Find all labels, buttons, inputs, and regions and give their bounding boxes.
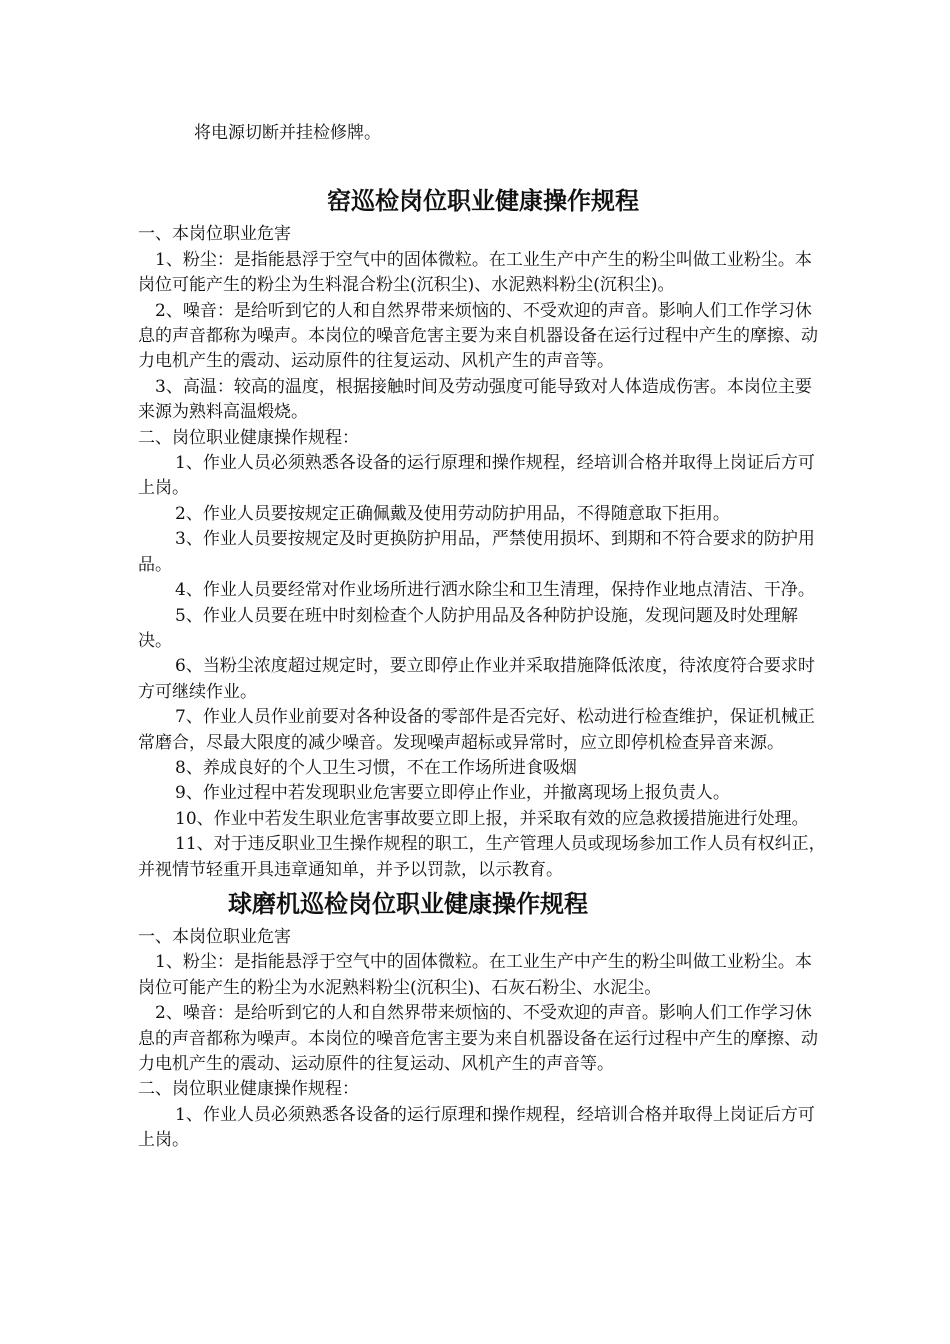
rule-item: 2、作业人员要按规定正确佩戴及使用劳动防护用品，不得随意取下拒用。 bbox=[175, 503, 730, 524]
document-body bbox=[138, 121, 828, 1154]
rules-heading: 二、岗位职业健康操作规程： bbox=[138, 1079, 359, 1100]
rule-item: 10、作业中若发生职业危害事故要立即上报，并采取有效的应急救援措施进行处理。 bbox=[175, 808, 809, 829]
rule-item: 1、作业人员必须熟悉各设备的运行原理和操作规程，经培训合格并取得上岗证后方可上岗。 bbox=[138, 453, 815, 499]
section-title-ball-mill: 球磨机巡检岗位职业健康操作规程 bbox=[228, 888, 588, 918]
hazard-item: 1、粉尘：是指能悬浮于空气中的固体微粒。在工业生产中产生的粉尘叫做工业粉尘。本岗位可能产生的粉尘为生料混合粉尘(沉积尘)、水泥熟料粉尘(沉积尘)。 bbox=[138, 249, 812, 296]
hazard-item: 1、粉尘：是指能悬浮于空气中的固体微粒。在工业生产中产生的粉尘叫做工业粉尘。本岗位可能产生的粉尘为水泥熟料粉尘(沉积尘)、石灰石粉尘、水泥尘。 bbox=[138, 952, 812, 998]
section-title-kiln: 窑巡检岗位职业健康操作规程 bbox=[327, 186, 639, 216]
hazard-heading: 一、本岗位职业危害 bbox=[138, 926, 291, 947]
rule-item: 3、作业人员要按规定及时更换防护用品，严禁使用损坏、到期和不符合要求的防护用品。 bbox=[138, 529, 815, 575]
rule-item: 8、养成良好的个人卫生习惯，不在工作场所进食吸烟 bbox=[175, 757, 577, 778]
hazard-item: 2、噪音：是给听到它的人和自然界带来烦恼的、不受欢迎的声音。影响人们工作学习休息的声音都称为噪声。本岗位的噪音危害主要为来自机器设备在运行过程中产生的摩擦、动力电机产生的震动、运动原件的往复运动、风机产生的声音等。 bbox=[138, 1003, 818, 1074]
rule-item: 9、作业过程中若发现职业危害要立即停止作业，并撤离现场上报负责人。 bbox=[175, 783, 730, 804]
rule-item: 6、当粉尘浓度超过规定时，要立即停止作业并采取措施降低浓度，待浓度符合要求时方可继续作业。 bbox=[138, 656, 815, 702]
rule-item: 5、作业人员要在班中时刻检查个人防护用品及各种防护设施，发现问题及时处理解决。 bbox=[138, 605, 798, 651]
hazard-item: 3、高温：较高的温度，根据接触时间及劳动强度可能导致对人体造成伤害。本岗位主要来源为熟料高温煅烧。 bbox=[138, 376, 812, 423]
hazard-item: 2、噪音：是给听到它的人和自然界带来烦恼的、不受欢迎的声音。影响人们工作学习休息的声音都称为噪声。本岗位的噪音危害主要为来自机器设备在运行过程中产生的摩擦、动力电机产生的震动、运动原件的往复运动、风机产生的声音等。 bbox=[138, 300, 818, 372]
rule-item: 4、作业人员要经常对作业场所进行洒水除尘和卫生清理，保持作业地点清洁、干净。 bbox=[175, 580, 815, 601]
rules-heading: 二、岗位职业健康操作规程： bbox=[138, 427, 359, 448]
rule-item: 1、作业人员必须熟悉各设备的运行原理和操作规程，经培训合格并取得上岗证后方可上岗。 bbox=[138, 1104, 815, 1151]
lead-paragraph: 将电源切断并挂检修牌。 bbox=[194, 123, 381, 143]
hazard-heading: 一、本岗位职业危害 bbox=[138, 224, 291, 245]
rule-item: 7、作业人员作业前要对各种设备的零部件是否完好、松动进行检查维护，保证机械正常磨合，尽最大限度的减少噪音。发现噪声超标或异常时，应立即停机检查异音来源。 bbox=[138, 707, 815, 753]
rule-item: 11、对于违反职业卫生操作规程的职工，生产管理人员或现场参加工作人员有权纠正，并视情节轻重开具违章通知单，并予以罚款，以示教育。 bbox=[138, 834, 826, 880]
